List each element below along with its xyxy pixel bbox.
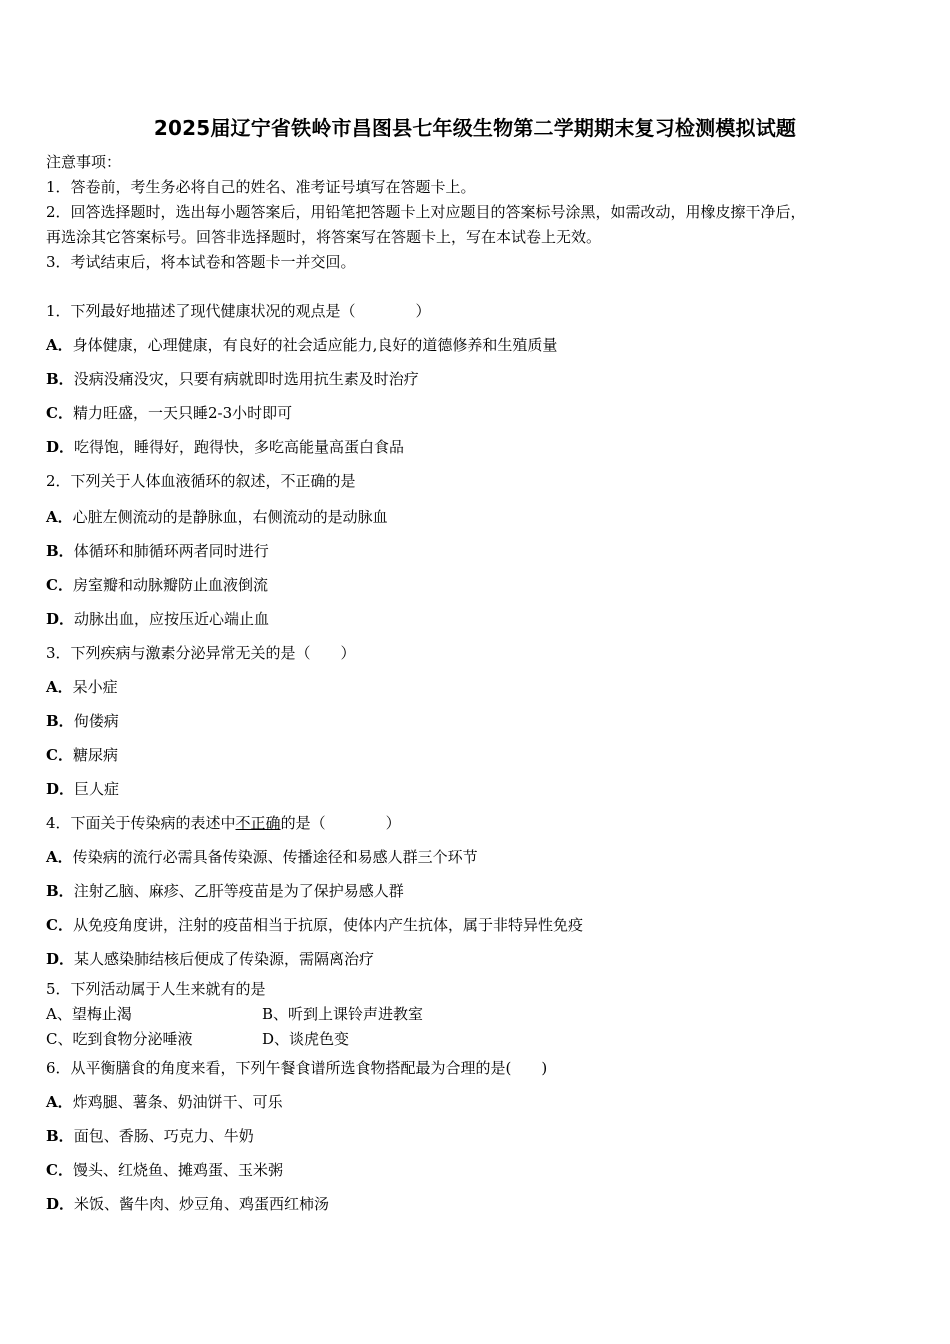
stem-underlined-text: 不正确 [235, 814, 281, 832]
option-text: 房室瓣和动脉瓣防止血液倒流 [72, 576, 268, 594]
option-letter: A． [46, 508, 73, 526]
question-4-option-d [46, 949, 374, 969]
question-6-option-b [46, 1126, 254, 1146]
option-text: 佝偻病 [73, 712, 119, 730]
question-1-option-c [46, 403, 292, 423]
notice-item: 2．回答选择题时，选出每小题答案后，用铅笔把答题卡上对应题目的答案标号涂黑，如需改动，用橡皮擦干净后， [46, 203, 806, 221]
notice-item: 1．答卷前，考生务必将自己的姓名、准考证号填写在答题卡上。 [46, 178, 476, 196]
question-5-option-a: A、望梅止渴 [46, 1005, 132, 1023]
question-3-option-d [46, 779, 119, 799]
option-text: 呆小症 [72, 678, 118, 696]
option-letter: B． [46, 1127, 74, 1145]
question-6-option-d [46, 1194, 329, 1214]
option-text: 糖尿病 [72, 746, 118, 764]
question-2-option-c [46, 575, 268, 595]
option-text: 某人感染肺结核后便成了传染源，需隔离治疗 [74, 950, 375, 968]
option-letter: A． [46, 848, 73, 866]
option-letter: C． [46, 576, 73, 594]
option-text: 炸鸡腿、薯条、奶油饼干、可乐 [72, 1093, 283, 1111]
option-text: 体循环和肺循环两者同时进行 [73, 542, 269, 560]
option-letter: C． [46, 1161, 73, 1179]
notice-heading: 注意事项： [46, 153, 122, 171]
question-5-option-d: D、谈虎色变 [262, 1030, 350, 1048]
question-3-stem: 3．下列疾病与激素分泌异常无关的是（ ） [46, 644, 356, 662]
option-letter: B． [46, 712, 74, 730]
option-letter: D． [46, 950, 75, 968]
option-letter: B． [46, 370, 74, 388]
option-text: 精力旺盛，一天只睡2-3小时即可 [72, 404, 293, 422]
question-2-option-b [46, 541, 269, 561]
option-letter: D． [46, 610, 75, 628]
option-text: 传染病的流行必需具备传染源、传播途径和易感人群三个环节 [72, 848, 478, 866]
stem-text: 的是（ ） [280, 814, 401, 832]
question-4-stem [46, 813, 401, 833]
option-letter: C． [46, 404, 73, 422]
question-3-option-a [46, 677, 118, 697]
option-letter: C． [46, 916, 73, 934]
question-3-option-b [46, 711, 119, 731]
option-letter: A． [46, 1093, 73, 1111]
question-1-stem: 1．下列最好地描述了现代健康状况的观点是（ ） [46, 302, 431, 320]
option-text: 巨人症 [74, 780, 120, 798]
option-letter: C． [46, 746, 73, 764]
option-letter: A． [46, 678, 73, 696]
option-text: 吃得饱，睡得好，跑得快，多吃高能量高蛋白食品 [74, 438, 405, 456]
option-text: 没病没痛没灾，只要有病就即时选用抗生素及时治疗 [73, 370, 419, 388]
option-letter: D． [46, 1195, 75, 1213]
question-5-stem: 5．下列活动属于人生来就有的是 [46, 980, 266, 998]
question-2-stem: 2．下列关于人体血液循环的叙述，不正确的是 [46, 472, 356, 490]
option-letter: B． [46, 542, 74, 560]
page-title: 2025届辽宁省铁岭市昌图县七年级生物第二学期期末复习检测模拟试题 [153, 116, 797, 140]
notice-item: 3．考试结束后，将本试卷和答题卡一并交回。 [46, 253, 356, 271]
question-1-option-d [46, 437, 404, 457]
option-letter: A． [46, 336, 73, 354]
option-letter: B． [46, 882, 74, 900]
option-text: 米饭、酱牛肉、炒豆角、鸡蛋西红柿汤 [74, 1195, 330, 1213]
option-letter: D． [46, 438, 75, 456]
question-5-option-c: C、吃到食物分泌唾液 [46, 1030, 193, 1048]
question-6-option-c [46, 1160, 283, 1180]
option-text: 注射乙脑、麻疹、乙肝等疫苗是为了保护易感人群 [73, 882, 404, 900]
option-text: 动脉出血，应按压近心端止血 [74, 610, 270, 628]
option-text: 从免疫角度讲，注射的疫苗相当于抗原，使体内产生抗体，属于非特异性免疫 [72, 916, 583, 934]
stem-text: 4．下面关于传染病的表述中 [46, 814, 236, 832]
question-2-option-d [46, 609, 269, 629]
question-5-option-b: B、听到上课铃声进教室 [262, 1005, 424, 1023]
question-6-option-a [46, 1092, 283, 1112]
option-letter: D． [46, 780, 75, 798]
question-2-option-a [46, 507, 388, 527]
question-4-option-b [46, 881, 404, 901]
question-1-option-a [46, 335, 557, 355]
option-text: 面包、香肠、巧克力、牛奶 [73, 1127, 254, 1145]
question-1-option-b [46, 369, 419, 389]
option-text: 馒头、红烧鱼、摊鸡蛋、玉米粥 [72, 1161, 283, 1179]
option-text: 心脏左侧流动的是静脉血，右侧流动的是动脉血 [72, 508, 388, 526]
option-text: 身体健康，心理健康，有良好的社会适应能力,良好的道德修养和生殖质量 [72, 336, 558, 354]
notice-item: 再选涂其它答案标号。回答非选择题时，将答案写在答题卡上，写在本试卷上无效。 [46, 228, 602, 246]
question-4-option-a [46, 847, 478, 867]
question-4-option-c [46, 915, 583, 935]
question-6-stem: 6．从平衡膳食的角度来看，下列午餐食谱所选食物搭配最为合理的是( ) [46, 1059, 548, 1077]
question-3-option-c [46, 745, 118, 765]
